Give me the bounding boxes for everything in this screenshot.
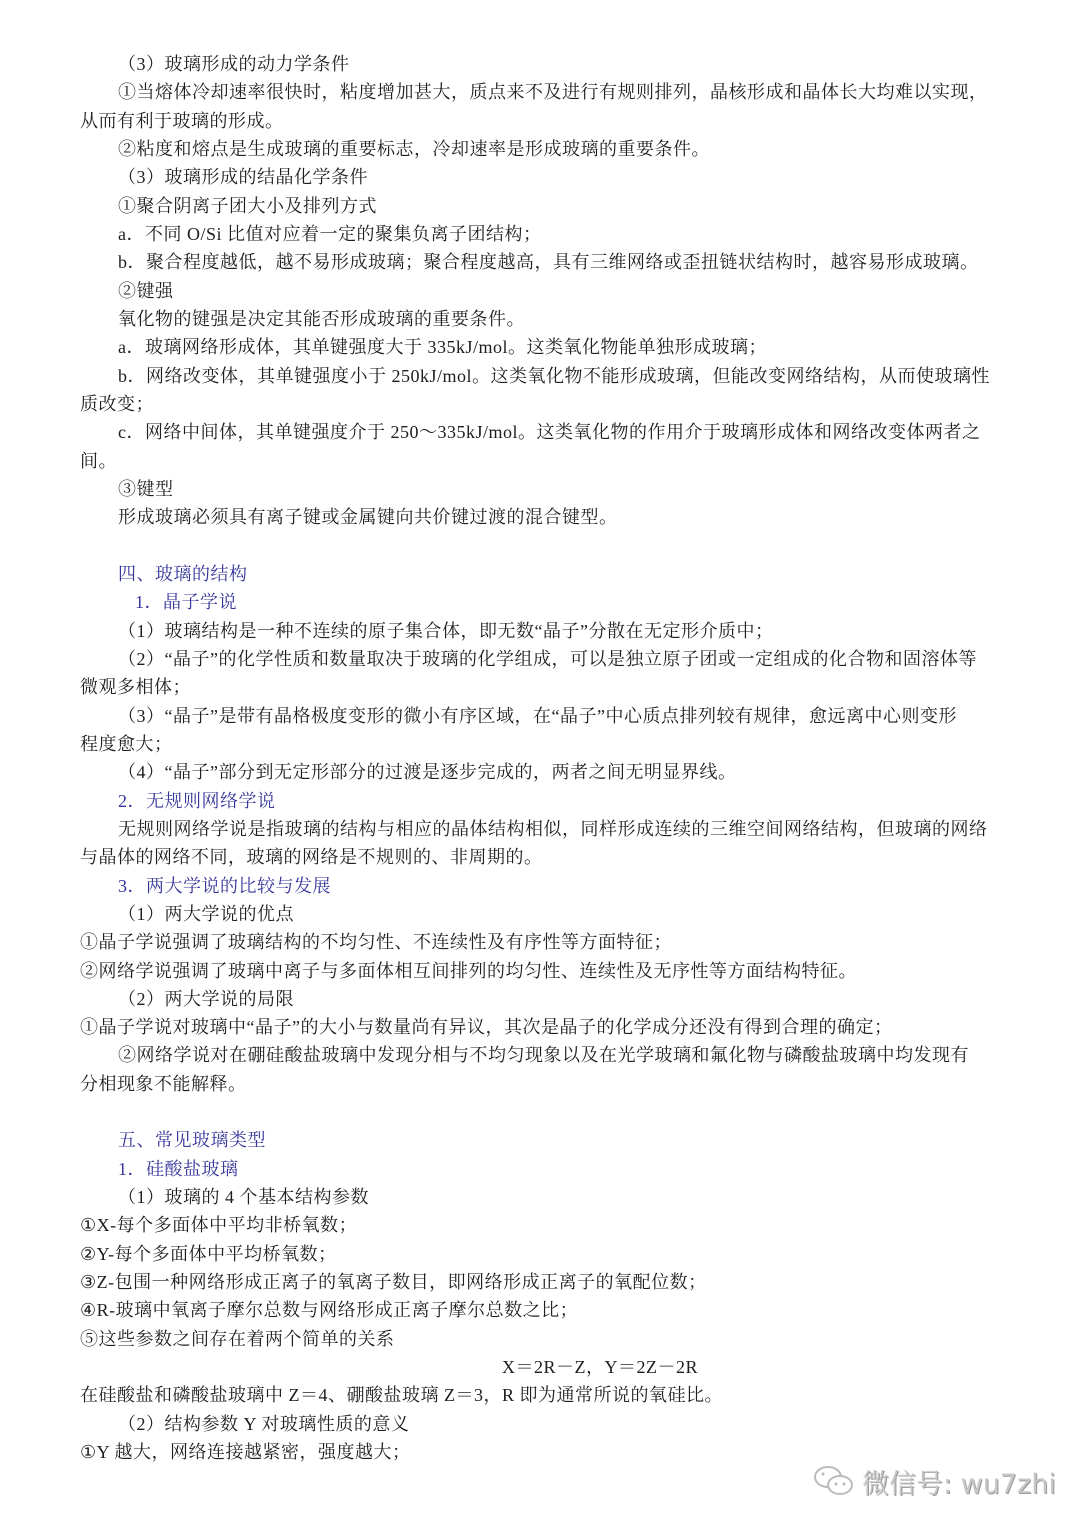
text-line: ①当熔体冷却速率很快时，粘度增加甚大，质点来不及进行有规则排列，晶核形成和晶体长大均难以实现， — [118, 82, 988, 103]
text-line: ②Y-每个多面体中平均桥氧数； — [80, 1243, 337, 1264]
text-line: 间。 — [80, 450, 117, 471]
text-line: a．玻璃网络形成体，其单键强度大于 335kJ/mol。这类氧化物能单独形成玻璃； — [118, 337, 767, 358]
text-line: 与晶体的网络不同，玻璃的网络是不规则的、非周期的。 — [80, 847, 543, 868]
text-line: c．网络中间体，其单键强度介于 250～335kJ/mol。这类氧化物的作用介于玻璃形成体和网络改变体两者之 — [118, 422, 981, 443]
text-line: b．聚合程度越低，越不易形成玻璃；聚合程度越高，具有三维网络或歪扭链状结构时，越容易形成玻璃。 — [118, 252, 979, 273]
document-body — [0, 50, 1080, 1466]
text-line: ⑤这些参数之间存在着两个简单的关系 — [80, 1328, 395, 1349]
text-line: （1）玻璃的 4 个基本结构参数 — [118, 1187, 369, 1208]
text-line: ①X-每个多面体中平均非桥氧数； — [80, 1215, 358, 1236]
text-line: 质改变； — [80, 393, 154, 414]
section-heading: 五、常见玻璃类型 — [118, 1130, 266, 1151]
section-heading: 1．硅酸盐玻璃 — [118, 1158, 239, 1179]
text-line: （3）玻璃形成的动力学条件 — [118, 54, 350, 74]
blank-line — [0, 532, 1080, 560]
text-line: ②网络学说强调了玻璃中离子与多面体相互间排列的均匀性、连续性及无序性等方面结构特征。 — [80, 960, 857, 981]
watermark — [812, 1462, 1056, 1501]
blank-line — [0, 1098, 1080, 1126]
text-line: （3）“晶子”是带有晶格极度变形的微小有序区域，在“晶子”中心质点排列较有规律，愈远离中心则变形 — [118, 705, 957, 726]
text-line: b．网络改变体，其单键强度小于 250kJ/mol。这类氧化物不能形成玻璃，但能改变网络结构，从而使玻璃性 — [118, 365, 991, 386]
text-line: a．不同 O/Si 比值对应着一定的聚集负离子团结构； — [118, 223, 542, 244]
text-line: 从而有利于玻璃的形成。 — [80, 110, 284, 131]
text-line: ②键强 — [118, 280, 174, 301]
text-line: 氧化物的键强是决定其能否形成玻璃的重要条件。 — [118, 308, 525, 329]
text-line: ③键型 — [118, 478, 174, 499]
section-heading: 2．无规则网络学说 — [118, 790, 276, 811]
text-line: ④R-玻璃中氧离子摩尔总数与网络形成正离子摩尔总数之比； — [80, 1300, 579, 1321]
section-heading: 3．两大学说的比较与发展 — [118, 875, 331, 896]
text-line: 在硅酸盐和磷酸盐玻璃中 Z＝4、硼酸盐玻璃 Z＝3，R 即为通常所说的氧硅比。 — [80, 1385, 723, 1406]
formula-line: X＝2R－Z，Y＝2Z－2R — [502, 1357, 698, 1378]
text-line: （2）结构参数 Y 对玻璃性质的意义 — [118, 1413, 410, 1434]
text-line: 程度愈大； — [80, 733, 173, 754]
text-line: （2）两大学说的局限 — [118, 988, 294, 1009]
text-line: 无规则网络学说是指玻璃的结构与相应的晶体结构相似，同样形成连续的三维空间网络结构，但玻璃的网络 — [118, 818, 988, 839]
text-line: ②粘度和熔点是生成玻璃的重要标志，冷却速率是形成玻璃的重要条件。 — [118, 138, 710, 159]
text-line: （1）两大学说的优点 — [118, 903, 294, 924]
section-heading: 四、玻璃的结构 — [118, 563, 248, 584]
text-line: 分相现象不能解释。 — [80, 1073, 247, 1094]
text-line: ③Z-包围一种网络形成正离子的氧离子数目，即网络形成正离子的氧配位数； — [80, 1272, 707, 1293]
text-line: ②网络学说对在硼硅酸盐玻璃中发现分相与不均匀现象以及在光学玻璃和氟化物与磷酸盐玻璃中均发现有 — [118, 1045, 969, 1066]
text-line: ①聚合阴离子团大小及排列方式 — [118, 195, 377, 216]
watermark-text: 微信号: wu7zhi — [862, 1469, 1056, 1500]
text-line: ①晶子学说强调了玻璃结构的不均匀性、不连续性及有序性等方面特征； — [80, 932, 672, 953]
text-line: 形成玻璃必须具有离子键或金属键向共价键过渡的混合键型。 — [118, 507, 618, 528]
text-line: 微观多相体； — [80, 677, 191, 698]
text-line: ①Y 越大，网络连接越紧密，强度越大； — [80, 1442, 411, 1463]
text-line: （3）玻璃形成的结晶化学条件 — [118, 167, 368, 188]
wechat-icon — [812, 1464, 856, 1500]
section-heading: 1．晶子学说 — [135, 592, 237, 613]
text-line: （2）“晶子”的化学性质和数量取决于玻璃的化学组成，可以是独立原子团或一定组成的化合物和固溶体等 — [118, 648, 977, 669]
text-line: （1）玻璃结构是一种不连续的原子集合体，即无数“晶子”分散在无定形介质中； — [118, 620, 774, 641]
text-line: （4）“晶子”部分到无定形部分的过渡是逐步完成的，两者之间无明显界线。 — [118, 762, 737, 783]
text-line: ①晶子学说对玻璃中“晶子”的大小与数量尚有异议，其次是晶子的化学成分还没有得到合理的确定； — [80, 1017, 893, 1038]
